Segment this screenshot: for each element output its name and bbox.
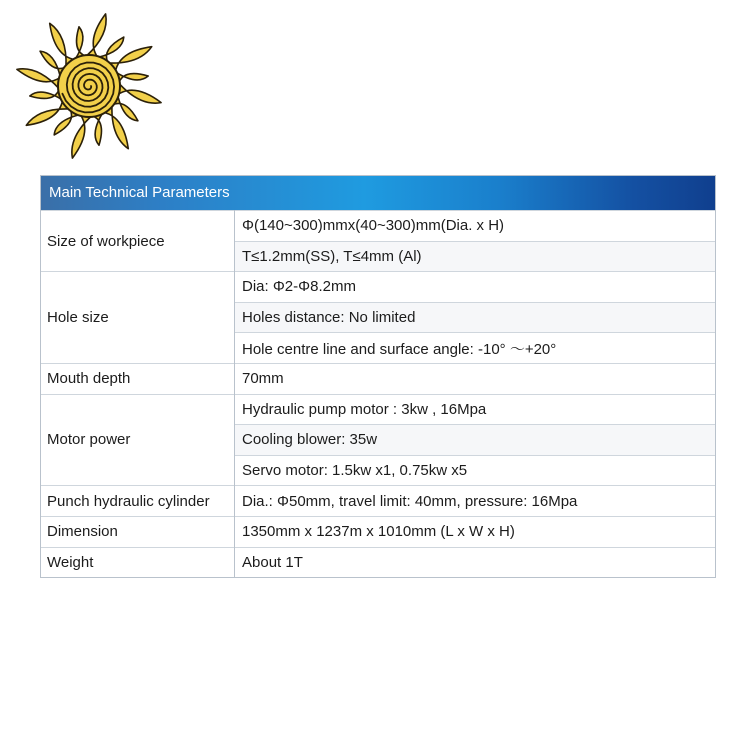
- table-body: [41, 211, 715, 578]
- technical-parameters-table: [40, 175, 716, 578]
- parameter-label: Hole size: [41, 272, 235, 364]
- parameter-label: Motor power: [41, 394, 235, 486]
- parameter-value: Dia.: Φ50mm, travel limit: 40mm, pressure: 16Mpa: [235, 486, 716, 517]
- parameter-value: 1350mm x 1237m x 1010mm (L x W x H): [235, 516, 716, 547]
- table-row: [41, 547, 715, 577]
- table-row: [41, 211, 715, 242]
- parameter-label: Mouth depth: [41, 363, 235, 394]
- parameter-label: Punch hydraulic cylinder: [41, 486, 235, 517]
- table-row: [41, 486, 715, 517]
- parameter-value: Dia: Φ2-Φ8.2mm: [235, 272, 716, 303]
- table-header: Main Technical Parameters: [41, 176, 715, 210]
- parameter-value: 70mm: [235, 363, 716, 394]
- parameter-value: Cooling blower: 35w: [235, 425, 716, 456]
- parameter-label: Size of workpiece: [41, 211, 235, 272]
- sun-logo-icon: [8, 6, 170, 166]
- parameter-value: About 1T: [235, 547, 716, 577]
- table-row: [41, 363, 715, 394]
- table-row: [41, 516, 715, 547]
- table-row: [41, 272, 715, 303]
- table-row: [41, 394, 715, 425]
- parameter-value: Hole centre line and surface angle: -10° ～+20°: [235, 333, 716, 364]
- parameter-value: Holes distance: No limited: [235, 302, 716, 333]
- parameter-value: Servo motor: 1.5kw x1, 0.75kw x5: [235, 455, 716, 486]
- parameter-label: Weight: [41, 547, 235, 577]
- parameter-value: Φ(140~300)mmx(40~300)mm(Dia. x H): [235, 211, 716, 242]
- parameter-label: Dimension: [41, 516, 235, 547]
- parameter-value: T≤1.2mm(SS), T≤4mm (Al): [235, 241, 716, 272]
- parameter-value: Hydraulic pump motor : 3kw , 16Mpa: [235, 394, 716, 425]
